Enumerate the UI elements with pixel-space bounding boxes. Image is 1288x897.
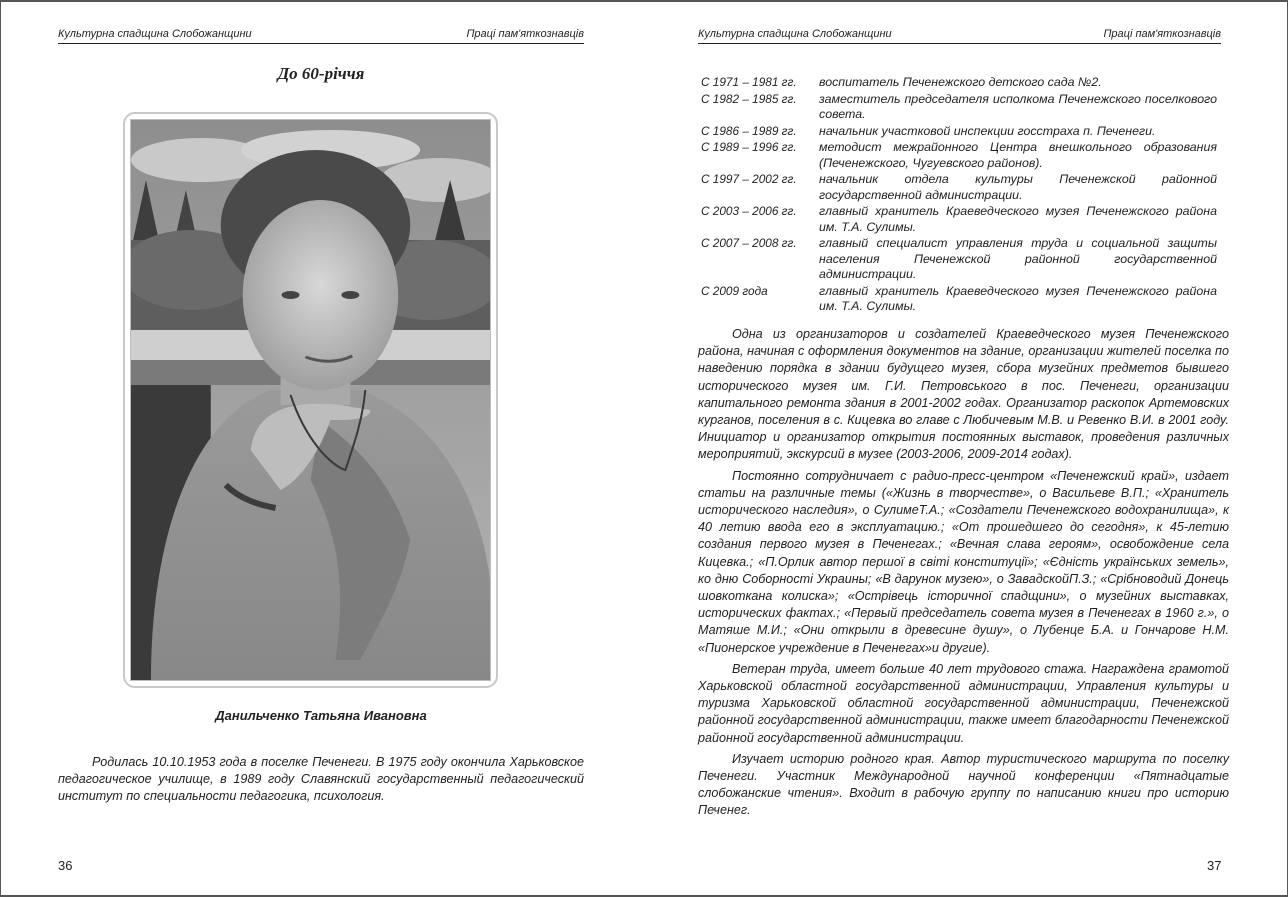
section-title: До 60-річчя — [277, 64, 365, 83]
career-description: главный хранитель Краеведческого музея Печенежского района им. Т.А. Сулимы. — [819, 204, 1217, 234]
paragraph: Ветеран труда, имеет больше 40 лет трудового стажа. Награждена грамотой Харьковской областной государственной администрации, Управления культуры и туризма Харьковской областной государственной администрации, Печенежской районной государственной администрации, также имеет благодарности Печенежской районной государственной администрации. — [698, 661, 1229, 745]
career-period: С 1997 – 2002 гг. — [701, 172, 797, 186]
career-item — [701, 140, 1217, 171]
paragraph: Постоянно сотрудничает с радио-пресс-центром «Печенежский край», издает статьи на различные темы («Жизнь в творчестве», о Васильеве В.П.; «Хранитель исторического наследия», о СулимеТ.А.; «Создатели Печенежского водохранилища», к 40 летию ввода его в эксплуатацию.; «От прошедшего до сегодня», к 45-летию создания первого музея в Печенегах.; «Вечная слава героям», освобождение села Кицевка.; «П.Орлик автор першої в світі конституції»; «Єдність українських земель», ко дню Соборності Украины; «В дарунок музею», о ЗавадскойП.З.; «Срібноводий Донець шовкоткана колиска»; «Острівець історичної спадщини», о музейних выставках, исторических фактах.; «Первый председатель совета музея в Печенегах в 1960 г.», о Матяше М.И.; «Они открыли в древесине душу», о Лубенце Б.А. и Гончарове Н.М. «Пионерское учреждение в Печенегах»и другие). — [698, 468, 1229, 655]
left-page — [1, 2, 644, 895]
page-number: 37 — [1207, 858, 1222, 873]
career-description: главный специалист управления труда и социальной защиты населения Печенежской районной государственной администрации. — [819, 236, 1217, 281]
biography-intro — [58, 754, 584, 810]
career-item — [701, 204, 1217, 235]
career-period: С 1982 – 1985 гг. — [701, 91, 797, 106]
career-period: С 1971 – 1981 гг. — [701, 75, 797, 89]
career-item — [701, 92, 1217, 123]
paragraph: Одна из организаторов и создателей Краеведческого музея Печенежского района, начиная с оформления документов на здание, организации жителей поселка по наведению порядка в здании будущего музея, сбора музейних предметов бывшего исторического музея им. Г.И. Петровського в пос. Печенеги, организации капитального ремонта здания в 2001-2002 годах. Организатор раскопок Артемовских курганов, поселения в с. Кицевка во главе с Любичевым М.В. и Ревенко В.И. в 2001 году. Инициатор и организатор открытия постоянных выставок, проведения различных мероприятий, экскурсий в музее (2003-2006, 2009-2014 годах). — [698, 327, 1229, 462]
career-description: начальник участковой инспекции госстраха п. Печенеги. — [819, 123, 1156, 138]
career-item — [701, 172, 1217, 203]
running-head-right-page — [698, 27, 1221, 44]
career-list — [701, 75, 1217, 316]
career-description: главный хранитель Краеведческого музея Печенежского района им. Т.А. Сулимы. — [819, 283, 1217, 313]
career-item — [701, 124, 1217, 140]
portrait-photo-frame — [123, 112, 498, 688]
career-item — [701, 75, 1217, 91]
running-head-title: Культурна спадщина Слобожанщини — [698, 28, 892, 40]
career-description: начальник отдела культуры Печенежской районной государственной администрации. — [819, 172, 1217, 202]
portrait-photo — [130, 119, 491, 681]
running-head-section: Праці пам'яткознавців — [466, 28, 584, 40]
paragraph: Родилась 10.10.1953 года в поселке Печенеги. В 1975 году окончила Харьковское педагогическое училище, в 1989 году Славянский государственный педагогический институт по специальности педагогика, психология. — [58, 755, 584, 804]
running-head-section: Праці пам'яткознавців — [1103, 28, 1221, 40]
running-head-left-page — [58, 27, 584, 44]
right-page — [644, 2, 1287, 895]
career-item — [701, 284, 1217, 315]
career-period: С 2009 года — [701, 283, 768, 298]
page-number: 36 — [58, 858, 73, 873]
portrait-photo-icon — [131, 120, 490, 680]
photo-caption-name: Данильченко Татьяна Ивановна — [215, 708, 427, 723]
paragraph: Изучает историю родного края. Автор туристического маршрута по поселку Печенеги. Участник Международной научной конференции «Пятнадцатые слобожанские чтения». Входит в рабочую группу по написанию книги про историю Печенег. — [698, 751, 1229, 818]
career-period: С 2007 – 2008 гг. — [701, 236, 797, 250]
career-period: С 1986 – 1989 гг. — [701, 123, 797, 138]
career-item — [701, 236, 1217, 283]
career-description: воспитатель Печенежского детского сада №2. — [819, 75, 1102, 89]
career-description: методист межрайонного Центра внешкольного образования (Печенежского, Чугуевского районов). — [819, 140, 1217, 170]
biography-body — [698, 326, 1229, 824]
career-description: заместитель председателя исполкома Печенежского поселкового совета. — [819, 91, 1217, 121]
career-period: С 1989 – 1996 гг. — [701, 140, 797, 154]
career-period: С 2003 – 2006 гг. — [701, 204, 797, 218]
running-head-title: Культурна спадщина Слобожанщини — [58, 28, 252, 40]
